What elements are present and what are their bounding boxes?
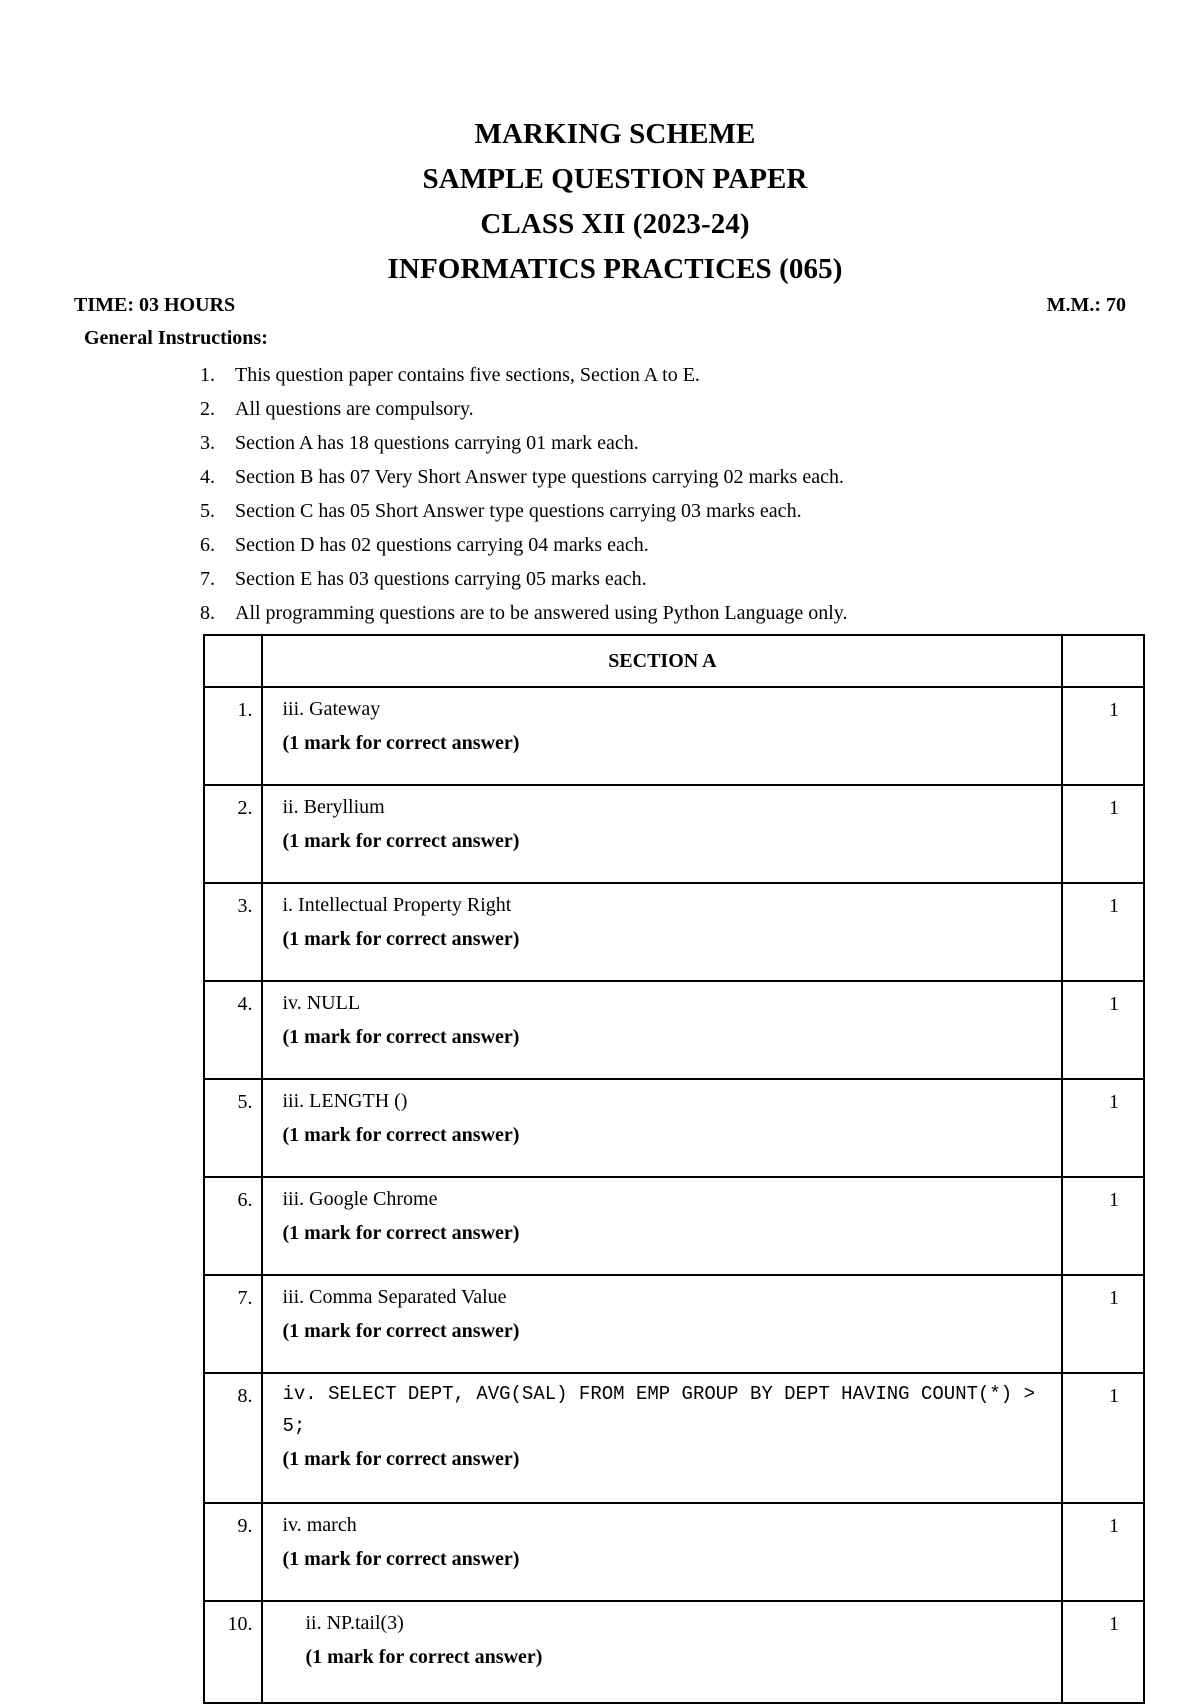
instruction-text: All questions are compulsory. [235, 398, 474, 420]
marking-note: (1 mark for correct answer) [282, 1448, 520, 1470]
max-marks: M.M.: 70 [1046, 294, 1126, 316]
answer-text: iv. march [282, 1514, 357, 1536]
instruction-number: 3. [200, 432, 215, 454]
table-row [204, 1373, 1144, 1503]
instruction-item [180, 426, 1140, 460]
marks-value: 1 [1062, 1079, 1144, 1177]
answer-text: ii. NP.tail(3) [305, 1612, 404, 1634]
section-title: SECTION A [262, 635, 1062, 687]
instruction-text: Section B has 07 Very Short Answer type questions carrying 02 marks each. [235, 466, 844, 488]
answer-sql-query: iv. SELECT DEPT, AVG(SAL) FROM EMP GROUP BY DEPT HAVING COUNT(*) > 5; [282, 1383, 1036, 1437]
answer-text: iii. Google Chrome [282, 1188, 438, 1210]
instruction-number: 8. [200, 602, 215, 624]
exam-time: TIME: 03 HOURS [74, 294, 236, 316]
marks-value: 1 [1062, 1275, 1144, 1373]
instructions-list [180, 358, 1140, 630]
instruction-number: 7. [200, 568, 215, 590]
marking-note: (1 mark for correct answer) [282, 732, 520, 754]
header-marks-cell [1062, 635, 1144, 687]
section-header-row [204, 635, 1144, 687]
table-row [204, 1177, 1144, 1275]
marking-note: (1 mark for correct answer) [282, 1222, 520, 1244]
header-qno-cell [204, 635, 262, 687]
marks-value: 1 [1062, 981, 1144, 1079]
answer-text: iii. LENGTH () [282, 1090, 408, 1112]
table-row [204, 981, 1144, 1079]
table-row [204, 883, 1144, 981]
marks-value: 1 [1062, 1601, 1144, 1703]
instruction-number: 6. [200, 534, 215, 556]
instructions-heading: General Instructions: [84, 327, 268, 349]
answer-cell [262, 1503, 1062, 1601]
marking-table [203, 634, 1145, 1704]
answer-cell [262, 883, 1062, 981]
title-marking-scheme: MARKING SCHEME [474, 118, 756, 150]
answer-cell [262, 1601, 1062, 1703]
document-title-block [0, 112, 1200, 292]
question-number: 5. [204, 1079, 262, 1177]
question-number: 9. [204, 1503, 262, 1601]
marking-note: (1 mark for correct answer) [282, 830, 520, 852]
instruction-number: 4. [200, 466, 215, 488]
answer-cell [262, 1177, 1062, 1275]
answer-cell [262, 687, 1062, 785]
answer-text: iii. Comma Separated Value [282, 1286, 507, 1308]
answer-cell [262, 1079, 1062, 1177]
question-number: 3. [204, 883, 262, 981]
instruction-item [180, 460, 1140, 494]
marks-value: 1 [1062, 1177, 1144, 1275]
question-number: 10. [204, 1601, 262, 1703]
title-sample-question-paper: SAMPLE QUESTION PAPER [422, 163, 808, 195]
table-row [204, 1503, 1144, 1601]
marking-note: (1 mark for correct answer) [282, 1320, 520, 1342]
answer-cell [262, 785, 1062, 883]
table-row [204, 1275, 1144, 1373]
answer-cell [262, 1275, 1062, 1373]
marking-note: (1 mark for correct answer) [282, 1124, 520, 1146]
marks-value: 1 [1062, 1373, 1144, 1503]
marks-value: 1 [1062, 785, 1144, 883]
answer-text: ii. Beryllium [282, 796, 385, 818]
instruction-number: 1. [200, 364, 215, 386]
instruction-item [180, 358, 1140, 392]
answer-text: i. Intellectual Property Right [282, 894, 512, 916]
marking-note: (1 mark for correct answer) [282, 1548, 520, 1570]
marking-note: (1 mark for correct answer) [282, 1026, 520, 1048]
instruction-number: 5. [200, 500, 215, 522]
answer-cell [262, 981, 1062, 1079]
instruction-text: Section D has 02 questions carrying 04 marks each. [235, 534, 649, 556]
table-row [204, 1601, 1144, 1703]
instruction-item [180, 528, 1140, 562]
marks-value: 1 [1062, 883, 1144, 981]
instruction-item [180, 392, 1140, 426]
answer-text: iii. Gateway [282, 698, 381, 720]
question-number: 2. [204, 785, 262, 883]
question-number: 8. [204, 1373, 262, 1503]
marks-value: 1 [1062, 1503, 1144, 1601]
marks-value: 1 [1062, 687, 1144, 785]
instruction-text: Section E has 03 questions carrying 05 marks each. [235, 568, 647, 590]
table-row [204, 785, 1144, 883]
instruction-text: All programming questions are to be answered using Python Language only. [235, 602, 848, 624]
marking-note: (1 mark for correct answer) [282, 928, 520, 950]
question-number: 1. [204, 687, 262, 785]
instruction-text: Section A has 18 questions carrying 01 mark each. [235, 432, 639, 454]
title-subject: INFORMATICS PRACTICES (065) [387, 253, 843, 285]
question-number: 6. [204, 1177, 262, 1275]
instruction-text: Section C has 05 Short Answer type questions carrying 03 marks each. [235, 500, 802, 522]
table-row [204, 687, 1144, 785]
instruction-item [180, 562, 1140, 596]
title-class: CLASS XII (2023-24) [480, 208, 750, 240]
question-number: 7. [204, 1275, 262, 1373]
question-number: 4. [204, 981, 262, 1079]
instruction-item [180, 596, 1140, 630]
instruction-text: This question paper contains five sections, Section A to E. [235, 364, 700, 386]
instruction-item [180, 494, 1140, 528]
answer-cell [262, 1373, 1062, 1503]
table-row [204, 1079, 1144, 1177]
answer-text: iv. NULL [282, 992, 361, 1014]
instruction-number: 2. [200, 398, 215, 420]
marking-note: (1 mark for correct answer) [305, 1646, 543, 1668]
